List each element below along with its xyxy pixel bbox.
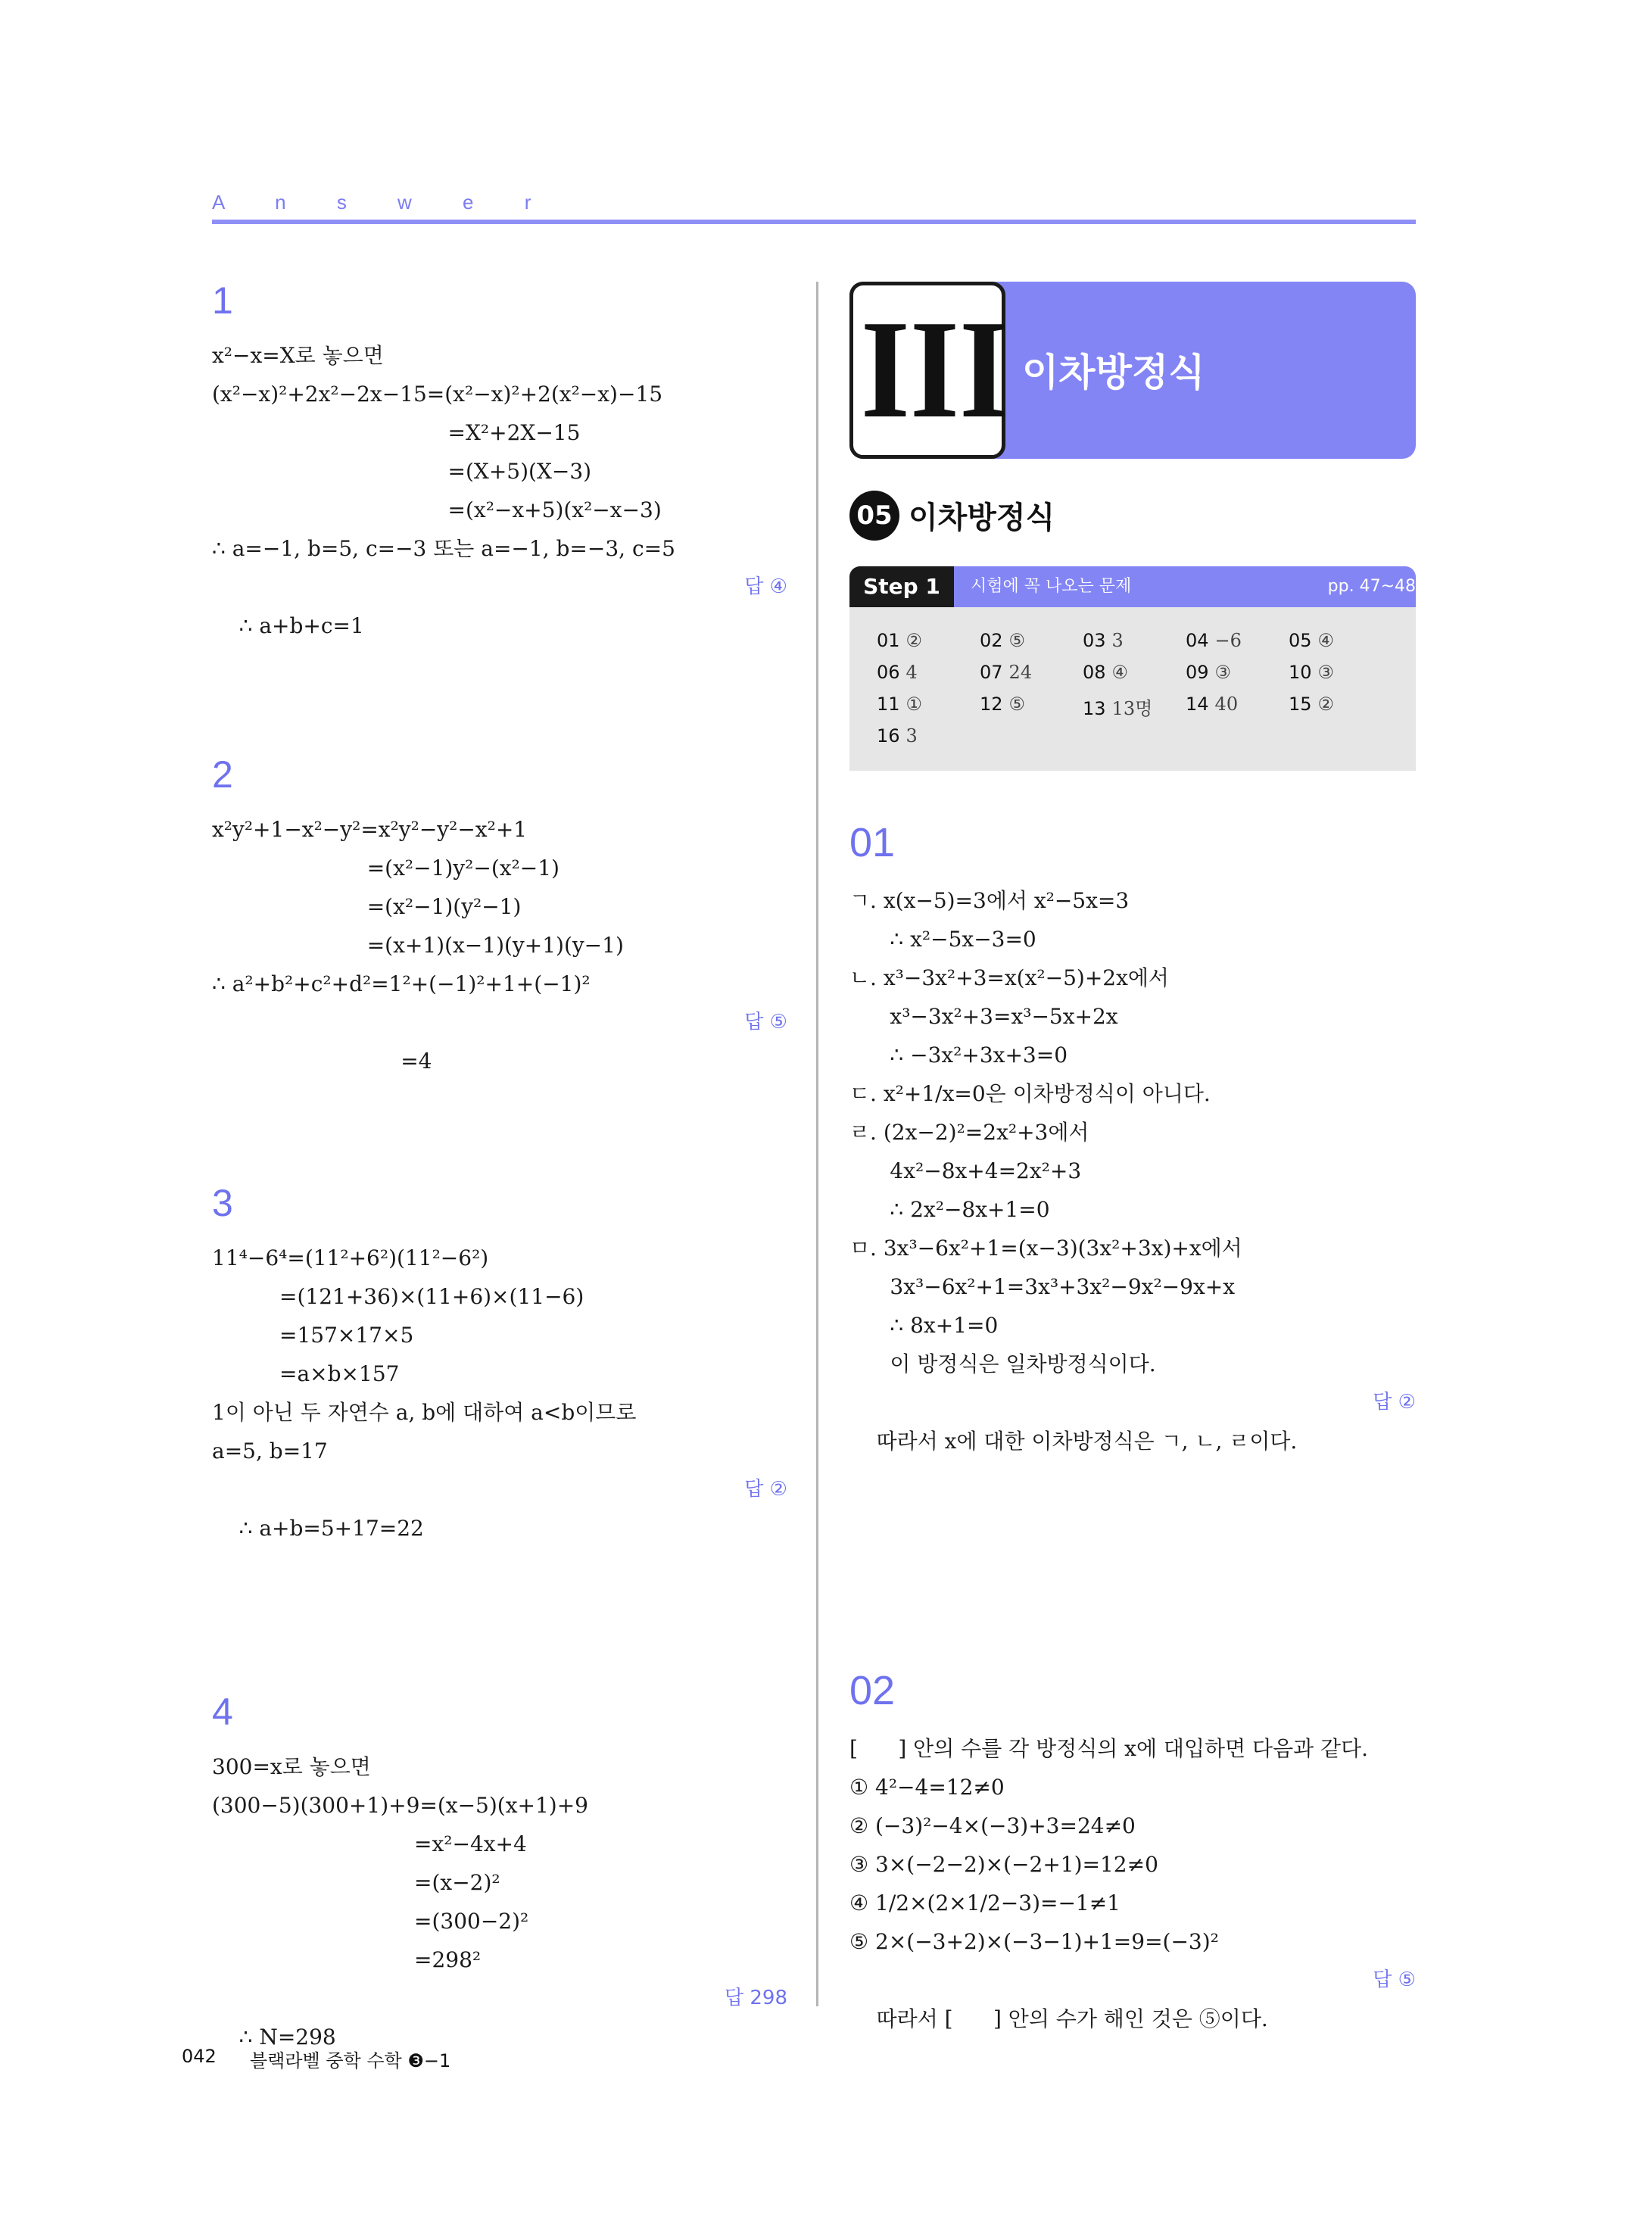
answer-key-item (877, 725, 918, 747)
solution-line: ② (−3)²−4×(−3)+3=24≠0 (849, 1813, 1136, 1838)
answer-key-number: 02 (980, 630, 1003, 651)
solution-line: =(x²−x+5)(x²−x−3) (212, 497, 662, 522)
problem-number: 4 (212, 1691, 233, 1733)
answer-key-number: 03 (1083, 630, 1106, 651)
answer-tag: 답 ⑤ (744, 1011, 787, 1033)
solution-line: ㅁ. 3x³−6x²+1=(x−3)(3x²+3x)+x에서 (849, 1236, 1242, 1261)
book-title: 블랙라벨 중학 수학 ❸−1 (250, 2050, 451, 2071)
solution-line: ∴ x²−5x−3=0 (849, 927, 1036, 952)
answer-key-item (1083, 630, 1124, 651)
solution-line: ③ 3×(−2−2)×(−2+1)=12≠0 (849, 1852, 1158, 1877)
problem-1 (212, 279, 787, 638)
column-divider (816, 282, 818, 2006)
answer-key-value: −6 (1214, 630, 1242, 651)
answer-key-number: 04 (1186, 630, 1209, 651)
chapter-title: 이차방정식 (1022, 351, 1205, 394)
answer-key-value: 3 (905, 725, 918, 747)
answer-label: A n s w e r (212, 191, 554, 214)
solution-line: =157×17×5 (212, 1323, 414, 1348)
solution-line: ㄱ. x(x−5)=3에서 x²−5x=3 (849, 888, 1130, 913)
solution-line: =a×b×157 (212, 1361, 400, 1386)
answer-key-item (1083, 694, 1152, 720)
answer-key-value: 13명 (1111, 698, 1153, 719)
solution-line: x²−x=X로 놓으면 (212, 343, 384, 368)
solution-line: ㄴ. x³−3x²+3=x(x²−5)+2x에서 (849, 965, 1169, 990)
step-label: Step 1 (849, 566, 954, 607)
solution-line: x³−3x²+3=x³−5x+2x (849, 1004, 1118, 1029)
answer-key-number: 14 (1186, 694, 1209, 715)
answer-key-value: ⑤ (1008, 694, 1026, 715)
solution-line: (300−5)(300+1)+9=(x−5)(x+1)+9 (212, 1793, 588, 1818)
solution-line: ① 4²−4=12≠0 (849, 1775, 1005, 1800)
solution-line: (x²−x)²+2x²−2x−15=(x²−x)²+2(x²−x)−15 (212, 382, 663, 407)
solution-line: ∴ −3x²+3x+3=0 (849, 1043, 1068, 1068)
answer-key-number: 12 (980, 694, 1003, 715)
answer-key-item (1186, 630, 1242, 651)
solution-line: =(x²−1)y²−(x²−1) (212, 856, 559, 881)
solution-line: ㄹ. (2x−2)²=2x²+3에서 (849, 1120, 1089, 1145)
answer-tag: 답 ④ (744, 575, 787, 598)
section-title: 이차방정식 (909, 500, 1055, 535)
answer-key-value: 40 (1214, 694, 1239, 715)
answer-key-item (877, 630, 922, 651)
page-number: 042 (182, 2046, 217, 2067)
solution-line: ∴ a=−1, b=5, c=−3 또는 a=−1, b=−3, c=5 (212, 536, 675, 561)
answer-key-value: ③ (1317, 662, 1335, 683)
answer-key-value: 3 (1111, 630, 1124, 651)
answer-tag: 답 ② (1373, 1391, 1416, 1414)
answer-key-number: 16 (877, 725, 900, 747)
answer-tag: 답 298 (724, 1987, 787, 2009)
answer-key-item (1083, 662, 1128, 683)
answer-key-number: 05 (1289, 630, 1312, 651)
answer-key-value: ① (905, 694, 923, 715)
problem-3 (212, 1182, 787, 1541)
solution-line: =X²+2X−15 (212, 420, 581, 445)
solution-line: ㄷ. x²+1/x=0은 이차방정식이 아니다. (849, 1081, 1211, 1106)
answer-key-number: 07 (980, 662, 1003, 683)
solution-line: ∴ a+b+c=1 (238, 613, 364, 638)
solution-final-line (212, 1470, 787, 1541)
solution-line: a=5, b=17 (212, 1439, 328, 1464)
solution-line: 11⁴−6⁴=(11²+6²)(11²−6²) (212, 1245, 489, 1270)
answer-key-number: 10 (1289, 662, 1312, 683)
problem-01 (849, 820, 1416, 1454)
solution-line: =(300−2)² (212, 1909, 529, 1934)
solution-line: ⑤ 2×(−3+2)×(−3−1)+1=9=(−3)² (849, 1929, 1219, 1954)
problem-number: 01 (849, 820, 896, 865)
solution-line: 4x²−8x+4=2x²+3 (849, 1158, 1082, 1183)
answer-tag: 답 ⑤ (1373, 1968, 1416, 1991)
solution-line: =(x−2)² (212, 1870, 500, 1895)
answer-key-value: ④ (1317, 630, 1335, 651)
answer-key-item (1289, 662, 1334, 683)
section-number-badge: 05 (849, 491, 899, 541)
solution-line: 3x³−6x²+1=3x³+3x²−9x²−9x+x (849, 1274, 1235, 1299)
answer-key-number: 06 (877, 662, 900, 683)
problem-4 (212, 1691, 787, 2050)
solution-line: =298² (212, 1947, 482, 1972)
solution-line: =(X+5)(X−3) (212, 459, 592, 484)
answer-key-value: ⑤ (1008, 630, 1026, 651)
header-rule (212, 220, 1416, 224)
answer-key-item (980, 694, 1025, 715)
solution-line: x²y²+1−x²−y²=x²y²−y²−x²+1 (212, 817, 528, 842)
chapter-number-box (849, 282, 1009, 459)
problem-number: 3 (212, 1182, 233, 1224)
answer-key-number: 01 (877, 630, 900, 651)
solution-line: 1이 아닌 두 자연수 a, b에 대하여 a<b이므로 (212, 1400, 637, 1425)
problem-number: 02 (849, 1668, 896, 1713)
solution-line: 300=x로 놓으면 (212, 1754, 371, 1779)
solution-line: =x²−4x+4 (212, 1831, 527, 1856)
problem-number: 1 (212, 279, 233, 322)
solution-line: ∴ 2x²−8x+1=0 (849, 1197, 1050, 1222)
solution-line: 이 방정식은 일차방정식이다. (849, 1351, 1156, 1376)
answer-key-item (1186, 662, 1231, 683)
solution-line: =4 (238, 1049, 432, 1074)
answer-key-value: ② (905, 630, 923, 651)
answer-key-item (1186, 694, 1238, 715)
solution-line: ∴ a²+b²+c²+d²=1²+(−1)²+1+(−1)² (212, 971, 591, 996)
answer-key-item (1289, 694, 1334, 715)
solution-final-line (212, 1003, 787, 1074)
solution-line: ∴ 8x+1=0 (849, 1313, 999, 1338)
answer-key-value: 24 (1008, 662, 1033, 683)
answer-key-number: 13 (1083, 698, 1106, 719)
solution-line: =(x²−1)(y²−1) (212, 894, 522, 919)
solution-final-line (212, 568, 787, 638)
solution-line: ∴ a+b=5+17=22 (238, 1516, 424, 1541)
answer-key-value: ③ (1214, 662, 1232, 683)
solution-final-line (849, 1961, 1416, 2031)
answer-key-value: 4 (905, 662, 918, 683)
solution-final-line (212, 1979, 787, 2050)
answer-key-item (877, 662, 918, 683)
answer-key-item (1289, 630, 1334, 651)
solution-final-line (849, 1383, 1416, 1454)
answer-key-item (980, 630, 1025, 651)
solution-line: =(121+36)×(11+6)×(11−6) (212, 1284, 584, 1309)
answer-key-number: 15 (1289, 694, 1312, 715)
problem-2 (212, 753, 787, 1074)
answer-key-number: 08 (1083, 662, 1106, 683)
solution-line: 따라서 x에 대한 이차방정식은 ㄱ, ㄴ, ㄹ이다. (876, 1429, 1298, 1454)
solution-line: ④ 1/2×(2×1/2−3)=−1≠1 (849, 1891, 1121, 1915)
answer-key-number: 11 (877, 694, 900, 715)
answer-key-value: ④ (1111, 662, 1129, 683)
solution-line: =(x+1)(x−1)(y+1)(y−1) (212, 933, 624, 958)
solution-line: 따라서 [ ] 안의 수가 해인 것은 ⑤이다. (876, 2006, 1268, 2031)
answer-key-number: 09 (1186, 662, 1209, 683)
step-title: 시험에 꼭 나오는 문제 (971, 577, 1132, 596)
solution-line: [ ] 안의 수를 각 방정식의 x에 대입하면 다음과 같다. (849, 1736, 1369, 1761)
answer-key-item (877, 694, 922, 715)
problem-number: 2 (212, 753, 233, 796)
answer-tag: 답 ② (744, 1478, 787, 1501)
answer-key-item (980, 662, 1032, 683)
answer-key-grid (849, 607, 1416, 771)
answer-key-value: ② (1317, 694, 1335, 715)
chapter-roman-numeral: III (860, 291, 1009, 447)
solution-line: ∴ N=298 (238, 2025, 336, 2050)
step-page-range: pp. 47~48 (1327, 577, 1416, 596)
problem-02 (849, 1668, 1416, 2031)
